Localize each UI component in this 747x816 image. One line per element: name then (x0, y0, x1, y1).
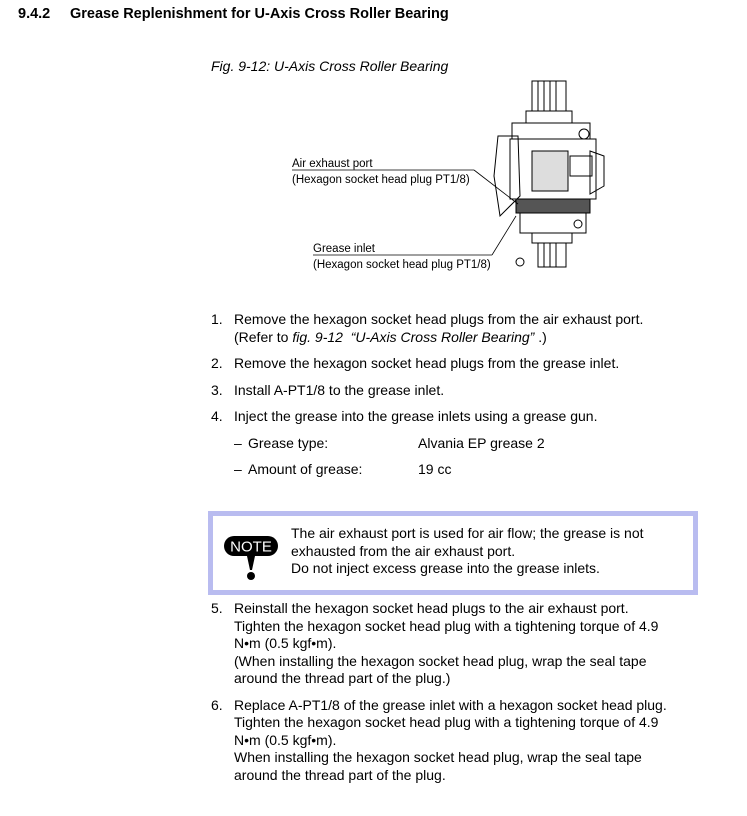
step-1: 1. Remove the hexagon socket head plugs from the air exhaust port. (Refer to fig. 9-12 “U-Axis Cross Roller Bearing” .) (211, 311, 644, 345)
figure-ref-link: fig. 9-12 (292, 328, 343, 345)
figure-caption: Fig. 9-12: U-Axis Cross Roller Bearing (211, 58, 449, 74)
grease-inlet-label: Grease inlet (313, 243, 376, 255)
section-number: 9.4.2 (18, 6, 51, 22)
note-box (208, 511, 698, 595)
air-exhaust-label: Air exhaust port (292, 158, 373, 170)
section-heading (18, 6, 449, 22)
step-6: 6. Replace A-PT1/8 of the grease inlet with a hexagon socket head plug. Tighten the hexagon socket head plug with a tightening torque of 4.9 N•m (0.5 kgf•m). When installing the hexagon socket head plug, wrap the seal tape around the thread part of the plug. (211, 696, 667, 783)
air-exhaust-plug-label: (Hexagon socket head plug PT1/8) (292, 174, 470, 186)
steps-list-continued (211, 600, 701, 793)
grease-inlet-plug-label: (Hexagon socket head plug PT1/8) (313, 259, 491, 271)
step-3: 3. Install A-PT1/8 to the grease inlet. (211, 381, 445, 398)
bearing-drawing (270, 76, 610, 276)
note-icon (223, 530, 279, 582)
svg-text:NOTE: NOTE (230, 538, 272, 556)
grease-type-row: – Grease type: Alvania EP grease 2 (234, 434, 545, 451)
grease-amount-row: – Amount of grease: 19 cc (234, 460, 452, 477)
step-4: 4. Inject the grease into the grease inlets using a grease gun. – Grease type: Alvania EP grease 2 – Amount of grease: 19 cc (211, 408, 701, 478)
bearing-figure (270, 76, 610, 276)
step-2: 2. Remove the hexagon socket head plugs from the grease inlet. (211, 355, 620, 371)
section-title: Grease Replenishment for U-Axis Cross Roller Bearing (70, 6, 449, 22)
note-text: The air exhaust port is used for air flow; the grease is not exhausted from the air exhaust port. Do not inject excess grease into the grease inlets. (291, 525, 644, 576)
step-5: 5. Reinstall the hexagon socket head plugs to the air exhaust port. Tighten the hexagon socket head plug with a tightening torque of 4.9 N•m (0.5 kgf•m). (When installing the hexagon socket head plug, wrap the seal tape around the thread part of the plug.) (211, 600, 659, 686)
steps-list (211, 311, 701, 487)
